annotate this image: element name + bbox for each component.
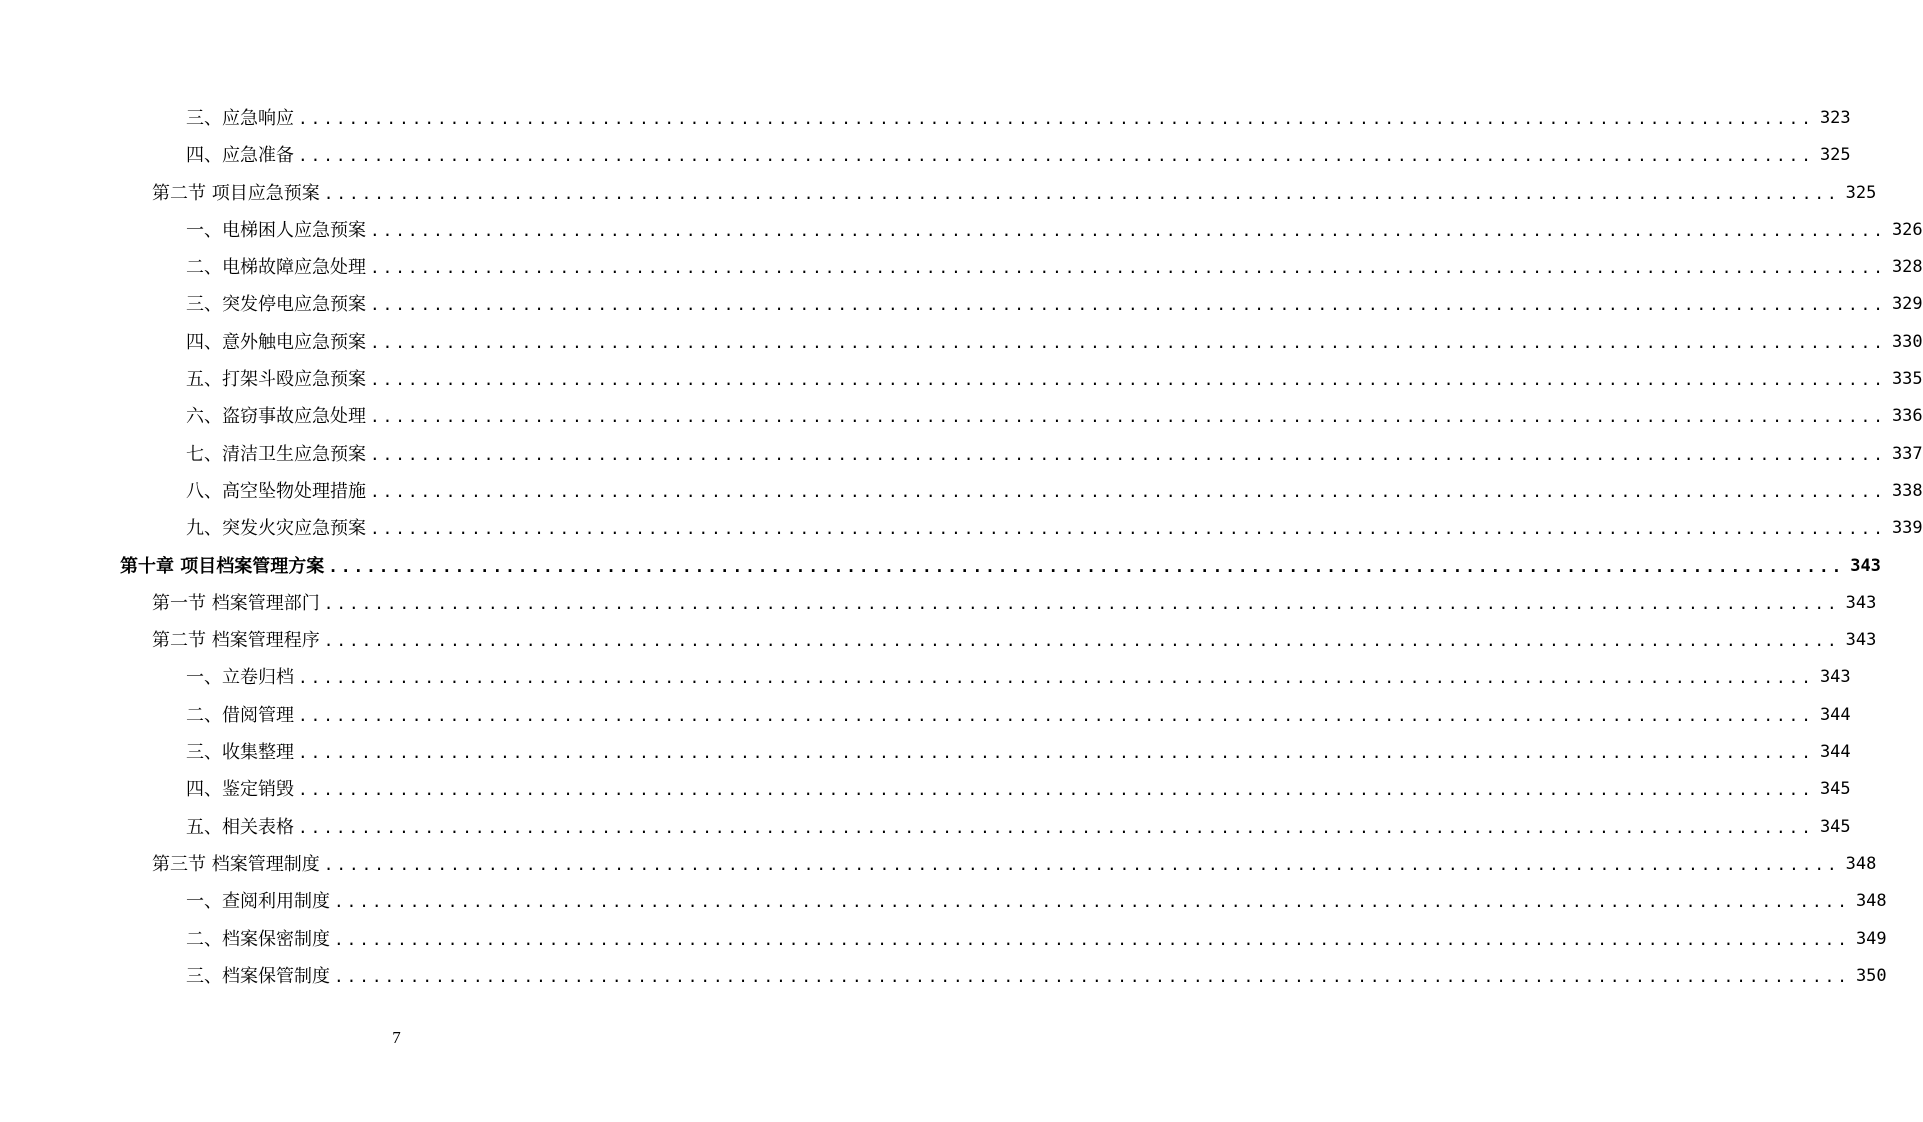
- dot-leader: ........................................................................................................................: [323, 183, 1840, 203]
- dot-leader: ........................................................................................................................: [298, 780, 1814, 800]
- toc-entry-label: 三、收集整理: [186, 742, 294, 764]
- toc-entry-page: 335: [1891, 369, 1923, 390]
- dot-leader: ........................................................................................................................: [323, 854, 1840, 874]
- dot-leader: ........................................................................................................................: [298, 743, 1814, 763]
- toc-entry-page: 348: [1845, 853, 1877, 874]
- toc-entry-page: 348: [1855, 891, 1887, 912]
- dot-leader: ........................................................................................................................: [334, 966, 1850, 986]
- toc-entry[interactable]: [0, 771, 1851, 808]
- toc-entry[interactable]: [0, 100, 1851, 137]
- dot-leader: ........................................................................................................................: [334, 929, 1850, 949]
- toc-entry-page: 349: [1855, 928, 1887, 949]
- toc-entry-label: 三、档案保管制度: [186, 965, 330, 987]
- toc-entry-label: 二、借阅管理: [186, 704, 294, 726]
- dot-leader: ........................................................................................................................: [370, 519, 1886, 539]
- toc-entry[interactable]: [0, 324, 1923, 361]
- toc-entry-label: 五、打架斗殴应急预案: [186, 369, 366, 391]
- toc-entry-label: 四、应急准备: [186, 145, 294, 167]
- toc-entry-page: 338: [1891, 480, 1923, 501]
- table-of-contents: [0, 100, 1923, 995]
- toc-entry-page: 328: [1891, 257, 1923, 278]
- toc-entry-page: 345: [1819, 779, 1851, 800]
- dot-leader: ........................................................................................................................: [323, 593, 1840, 613]
- dot-leader: ........................................................................................................................: [334, 892, 1850, 912]
- toc-entry[interactable]: [0, 697, 1851, 734]
- toc-entry-label: 第二节 项目应急预案: [152, 182, 320, 204]
- toc-entry-page: 345: [1819, 816, 1851, 837]
- dot-leader: ........................................................................................................................: [323, 631, 1840, 651]
- toc-entry-label: 三、应急响应: [186, 108, 294, 129]
- toc-entry[interactable]: [0, 249, 1923, 286]
- toc-entry-label: 四、意外触电应急预案: [186, 331, 366, 353]
- toc-entry[interactable]: [0, 548, 1881, 585]
- toc-entry-page: 330: [1891, 331, 1923, 352]
- toc-entry-label: 七、清洁卫生应急预案: [186, 443, 366, 465]
- toc-entry[interactable]: [0, 585, 1877, 622]
- toc-entry-page: 343: [1850, 555, 1881, 576]
- page-number: 7: [392, 1028, 401, 1047]
- toc-entry[interactable]: [0, 921, 1887, 958]
- toc-entry-page: 339: [1891, 518, 1923, 539]
- toc-entry-page: 337: [1891, 443, 1923, 464]
- dot-leader: ........................................................................................................................: [370, 332, 1886, 352]
- toc-entry-label: 二、电梯故障应急处理: [186, 257, 366, 279]
- dot-leader: ........................................................................................................................: [370, 295, 1886, 315]
- toc-entry[interactable]: [0, 958, 1887, 995]
- toc-entry-label: 八、高空坠物处理措施: [186, 480, 366, 502]
- toc-entry-label: 第一节 档案管理部门: [152, 592, 320, 614]
- toc-entry[interactable]: [0, 398, 1923, 435]
- dot-leader: ........................................................................................................................: [370, 258, 1886, 278]
- dot-leader: ........................................................................................................................: [298, 817, 1814, 837]
- toc-entry-label: 第十章 项目档案管理方案: [120, 555, 325, 577]
- dot-leader: ........................................................................................................................: [370, 220, 1886, 240]
- toc-entry-page: 343: [1845, 592, 1877, 613]
- toc-entry-label: 一、立卷归档: [186, 667, 294, 689]
- toc-entry[interactable]: [0, 734, 1851, 771]
- toc-entry-page: 350: [1855, 965, 1887, 986]
- toc-entry-page: 326: [1891, 219, 1923, 240]
- toc-entry[interactable]: [0, 510, 1923, 547]
- toc-entry[interactable]: [0, 846, 1877, 883]
- toc-entry-page: 329: [1891, 294, 1923, 315]
- toc-entry-page: 323: [1819, 108, 1851, 128]
- toc-entry-label: 三、突发停电应急预案: [186, 294, 366, 316]
- toc-entry-page: 343: [1819, 667, 1851, 688]
- dot-leader: ........................................................................................................................: [370, 370, 1886, 390]
- toc-entry[interactable]: [0, 286, 1923, 323]
- toc-entry[interactable]: [0, 175, 1877, 212]
- toc-entry-page: 325: [1819, 145, 1851, 166]
- toc-entry-page: 336: [1891, 406, 1923, 427]
- toc-entry[interactable]: [0, 659, 1851, 696]
- toc-entry-label: 第三节 档案管理制度: [152, 853, 320, 875]
- toc-entry-label: 五、相关表格: [186, 816, 294, 838]
- dot-leader: ........................................................................................................................: [370, 481, 1886, 501]
- toc-entry-page: 344: [1819, 704, 1851, 725]
- toc-entry-label: 第二节 档案管理程序: [152, 630, 320, 652]
- toc-entry[interactable]: [0, 809, 1851, 846]
- toc-entry[interactable]: [0, 883, 1887, 920]
- toc-entry[interactable]: [0, 212, 1923, 249]
- toc-entry-label: 九、突发火灾应急预案: [186, 518, 366, 540]
- toc-entry-label: 二、档案保密制度: [186, 928, 330, 950]
- toc-entry-label: 一、查阅利用制度: [186, 891, 330, 913]
- dot-leader: ........................................................................................................................: [298, 109, 1814, 128]
- toc-entry[interactable]: [0, 137, 1851, 174]
- toc-entry-label: 一、电梯困人应急预案: [186, 219, 366, 241]
- toc-entry-page: 325: [1845, 182, 1877, 203]
- toc-entry[interactable]: [0, 473, 1923, 510]
- toc-entry-label: 六、盗窃事故应急处理: [186, 406, 366, 428]
- toc-entry-page: 343: [1845, 630, 1877, 651]
- dot-leader: ........................................................................................................................: [298, 668, 1814, 688]
- dot-leader: ........................................................................................................................: [370, 444, 1886, 464]
- toc-entry[interactable]: [0, 436, 1923, 473]
- toc-entry[interactable]: [0, 622, 1877, 659]
- dot-leader: ........................................................................................................................: [298, 705, 1814, 725]
- dot-leader: ........................................................................................................................: [328, 556, 1845, 576]
- dot-leader: ........................................................................................................................: [370, 407, 1886, 427]
- toc-entry[interactable]: [0, 361, 1923, 398]
- dot-leader: ........................................................................................................................: [298, 146, 1814, 166]
- toc-entry-page: 344: [1819, 742, 1851, 763]
- toc-entry-label: 四、鉴定销毁: [186, 779, 294, 801]
